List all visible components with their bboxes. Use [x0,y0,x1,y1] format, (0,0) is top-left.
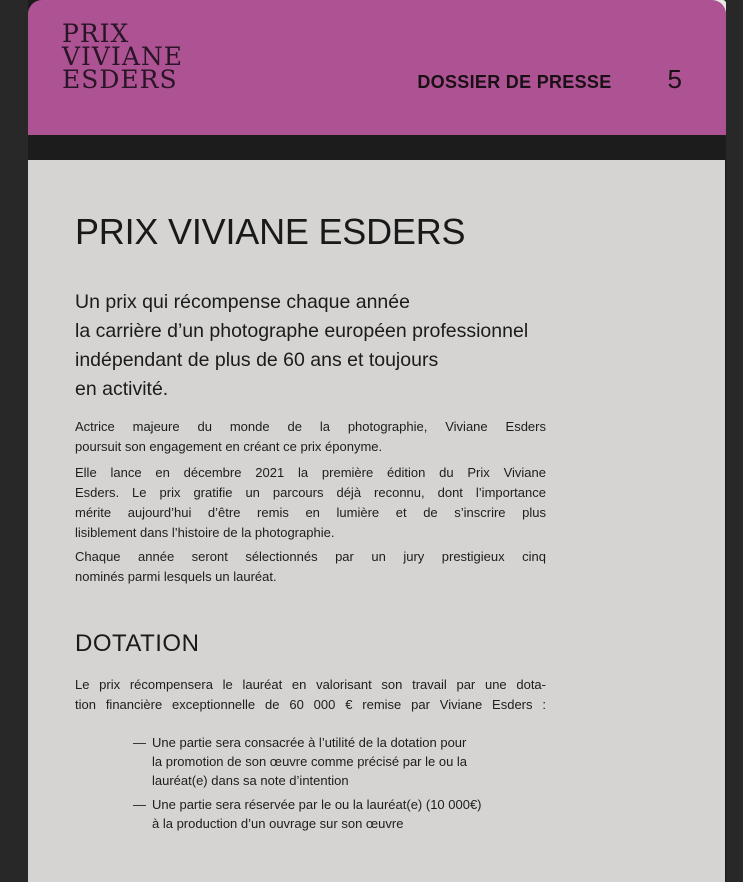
document-column [28,0,726,882]
prix-viviane-esders-logo [62,19,184,94]
document-type-label: DOSSIER DE PRESSE [417,72,612,92]
document-page [28,160,725,882]
list-item [133,795,546,833]
logo-line-3: ESDERS [62,65,178,94]
logo-line-2: VIVIANE [62,42,184,71]
paragraph-line: tion financière exceptionnelle de 60 000 € remise par Viviane Esders : [75,697,546,712]
bullet-text [152,795,482,833]
paragraph-line: Actrice majeure du monde de la photographie, Viviane Esders [75,419,546,434]
section-heading-dotation: DOTATION [75,630,200,657]
list-item [133,733,546,790]
bullet-line: la promotion de son œuvre comme précisé par le ou la [152,754,468,769]
header-banner [28,0,726,135]
dotation-bullet-list [133,733,546,833]
paragraph-line: Le prix récompensera le lauréat en valorisant son travail par une dota- [75,677,546,692]
lead-line: Un prix qui récompense chaque année [75,291,410,313]
lead-paragraph [75,288,546,404]
paragraph-line: mérite aujourd’hui d’être remis en lumière et de s’inscrire plus [75,505,546,520]
paragraph-line: nominés parmi lesquels un lauréat. [75,569,277,584]
paragraph-line: Chaque année seront sélectionnés par un jury prestigieux cinq [75,549,546,564]
bullet-text [152,733,467,790]
bullet-dash: — [133,797,146,812]
bullet-line: Une partie sera consacrée à l’utilité de la dotation pour [152,735,467,750]
page-number: 5 [667,64,682,94]
lead-line: indépendant de plus de 60 ans et toujours [75,349,439,371]
lead-line: en activité. [75,378,169,400]
logo-line-1: PRIX [62,19,130,48]
paragraph [75,417,546,457]
dotation-intro [75,675,546,715]
bullet-dash: — [133,735,146,750]
paragraph-line: Elle lance en décembre 2021 la première édition du Prix Viviane [75,465,546,480]
lead-line: la carrière d’un photographe européen professionnel [75,320,529,342]
header-right-group [417,64,682,95]
paragraph-line: Esders. Le prix gratifie un parcours déjà reconnu, dont l’importance [75,485,546,500]
page-content [75,160,546,833]
bullet-line: lauréat(e) dans sa note d’intention [152,773,349,788]
paragraph [75,547,546,587]
bullet-line: Une partie sera réservée par le ou la lauréat(e) (10 000€) [152,797,482,812]
paragraph-line: lisiblement dans l’histoire de la photographie. [75,525,335,540]
paragraph [75,463,546,543]
page-title: PRIX VIVIANE ESDERS [75,211,466,252]
bullet-line: à la production d’un ouvrage sur son œuvre [152,816,404,831]
paragraph-line: poursuit son engagement en créant ce prix éponyme. [75,439,383,454]
